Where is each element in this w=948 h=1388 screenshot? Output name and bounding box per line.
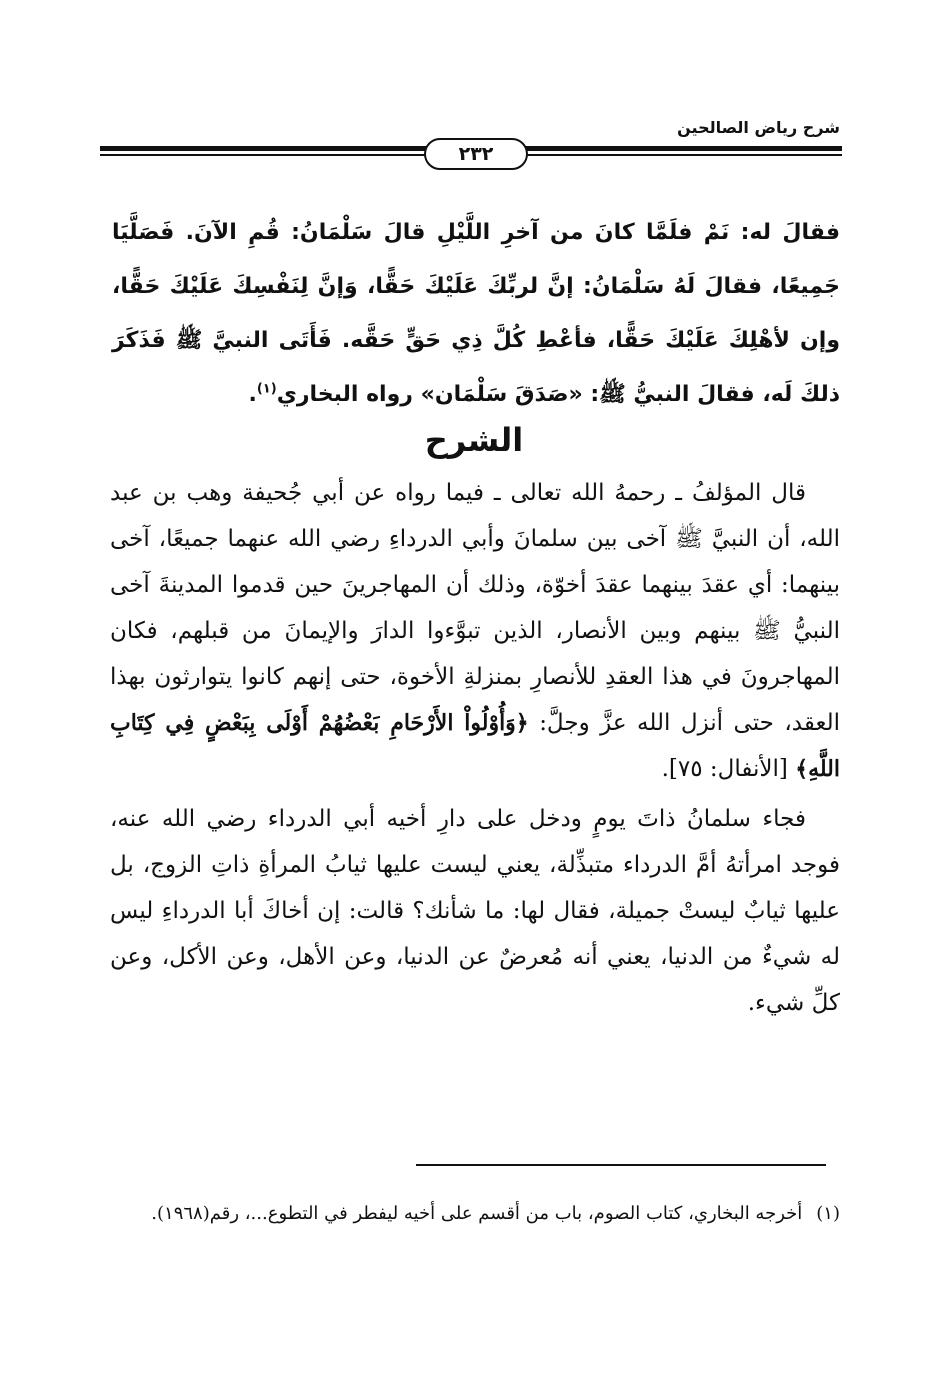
footnote — [110, 1196, 840, 1232]
section-heading: الشرح — [424, 421, 524, 459]
running-title: شرح رياض الصالحين — [677, 118, 840, 137]
footnote-text: أخرجه البخاري، كتاب الصوم، باب من أقسم على أخيه ليفطر في التطوع...، رقم(١٩٦٨). — [151, 1203, 803, 1224]
quran-verse: ﴿وَأُوْلُواْ الأَرْحَامِ بَعْضُهُمْ أَوْلَى بِبَعْضٍ فِي كِتَابِ اللَّهِ﴾ — [110, 710, 840, 782]
hadith-footnote-ref[interactable]: (١) — [256, 381, 277, 397]
hadith-body: فقالَ له: نَمْ فلَمَّا كانَ من آخرِ اللَّيْلِ قالَ سَلْمَانُ: قُمِ الآنَ. فَصَلَّيَا جَمِيعًا، فقالَ لَهُ سَلْمَانُ: إنَّ لربِّكَ عَلَيْكَ حَقًّا، وَإنَّ لِنَفْسِكَ عَلَيْكَ حَقًّا، وإن لأهْلِكَ عَلَيْكَ حَقًّا، فأعْطِ كُلَّ ذِي حَقٍّ حَقَّه. فَأَتَى النبيَّ ﷺ فَذَكَرَ ذلكَ لَه، فقالَ النبيُّ ﷺ: «صَدَقَ سَلْمَان» رواه البخاري — [112, 220, 840, 407]
hadith-end-mark: . — [248, 382, 257, 407]
hadith-text — [112, 206, 840, 422]
footnote-marker: (١) — [816, 1203, 840, 1224]
commentary — [110, 470, 840, 1026]
commentary-paragraph-1 — [110, 470, 840, 792]
footnote-rule — [416, 1164, 826, 1166]
commentary-paragraph-2: فجاء سلمانُ ذاتَ يومٍ ودخل على دارِ أخيه أبي الدرداء رضي الله عنه، فوجد امرأتهُ أمَّ الدرداء متبذِّلة، يعني ليست عليها ثيابُ المرأةِ ذاتِ الزوج، بل عليها ثيابٌ ليستْ جميلة، فقال لها: ما شأنك؟ قالت: إن أخاكَ أبا الدرداءِ ليس له شيءٌ من الدنيا، يعني أنه مُعرضٌ عن الدنيا، وعن الأهل، وعن الأكل، وعن كلِّ شيء. — [110, 806, 840, 1016]
page-number: ٢٣٢ — [424, 138, 528, 170]
quran-verse-ref: [الأنفال: ٧٥]. — [661, 756, 788, 782]
commentary-paragraph-1-text: قال المؤلفُ ـ رحمهُ الله تعالى ـ فيما رواه عن أبي جُحيفة وهب بن عبد الله، أن النبيَّ ﷺ آخى بين سلمانَ وأبي الدرداءِ رضي الله عنهما جميعًا، آخى بينهما: أي عقدَ بينهما عقدَ أخوّة، وذلك أن المهاجرينَ حين قدموا المدينةَ آخى النبيُّ ﷺ بينهم وبين الأنصار، الذين تبوَّءوا الدارَ والإيمانَ من قبلهم، فكان المهاجرونَ في هذا العقدِ للأنصارِ بمنزلةِ الأخوة، حتى إنهم كانوا يتوارثون بهذا العقد، حتى أنزل الله عزَّ وجلَّ: — [110, 480, 841, 736]
